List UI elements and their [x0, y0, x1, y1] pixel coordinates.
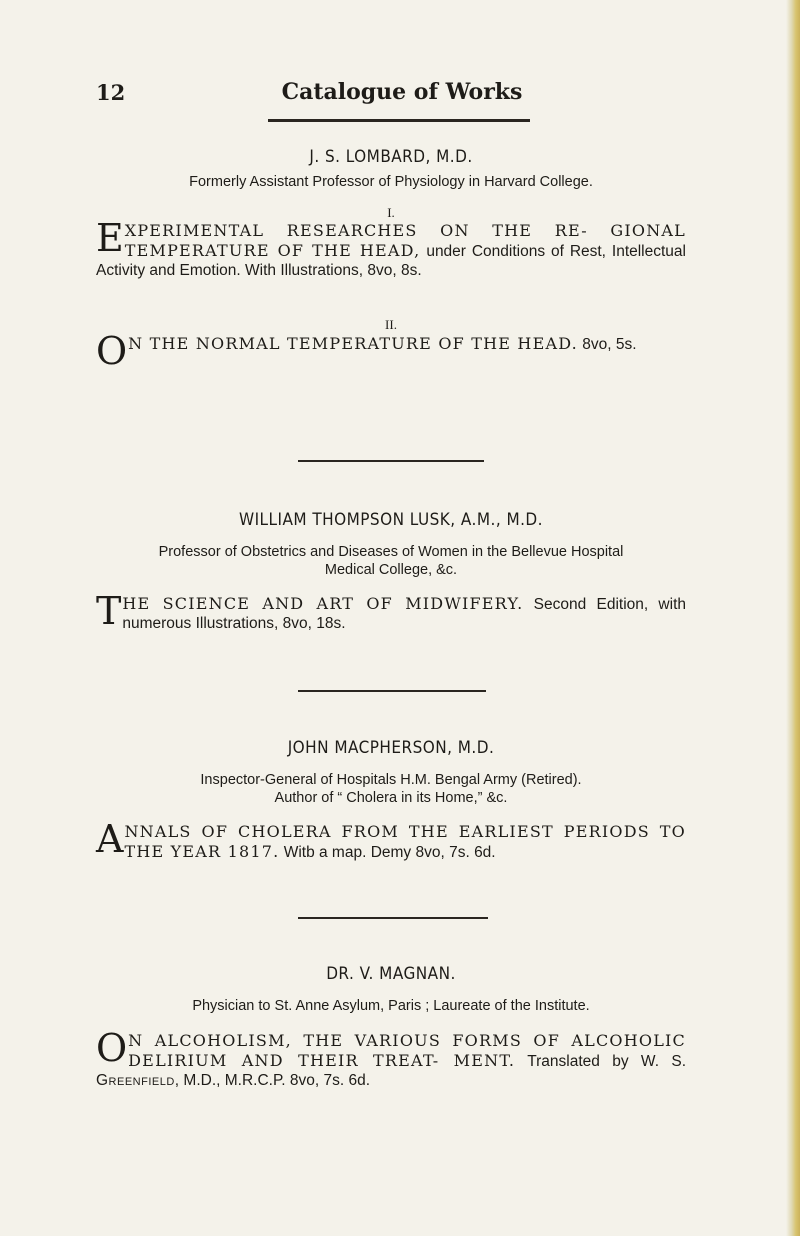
drop-cap: T [96, 589, 122, 633]
entry-details: 8vo, 5s. [577, 336, 637, 353]
catalogue-entry [96, 1026, 686, 1090]
entry-title: N ALCOHOLISM, THE VARIOUS FORMS OF ALCOHOLIC DELIRIUM AND THEIR TREAT- MENT. [128, 1031, 686, 1070]
catalogue-entry [96, 589, 686, 633]
entry-details: under Conditions of Rest, Intellectual Activity and Emotion. With Illustrations, 8vo, 8s. [96, 243, 686, 279]
page-title: Catalogue of Works [281, 79, 523, 105]
entry-details: Witb a map. Demy 8vo, 7s. 6d. [279, 844, 496, 861]
drop-cap: A [96, 817, 124, 861]
author-subtitle: Professor of Obstetrics and Diseases of Women in the Bellevue Hospital [158, 544, 624, 560]
author-subtitle: Author of “ Cholera in its Home,” &c. [274, 790, 508, 806]
author-subtitle: Inspector-General of Hospitals H.M. Bengal Army (Retired). [200, 772, 582, 788]
entry-title: N THE NORMAL TEMPERATURE OF THE HEAD. [128, 334, 578, 353]
page-edge [786, 0, 800, 1236]
drop-cap: E [96, 216, 124, 260]
drop-cap: O [96, 1026, 128, 1070]
entry-title: XPERIMENTAL RESEARCHES ON THE RE- GIONAL TEMPERATURE OF THE HEAD, [124, 221, 686, 260]
entry-title: HE SCIENCE AND ART OF MIDWIFERY. [122, 594, 524, 613]
header-rule [268, 119, 530, 122]
author-name: DR. V. MAGNAN. [326, 964, 456, 984]
catalogue-entry [96, 216, 686, 280]
entry-details: Translated by W. S. [515, 1053, 686, 1070]
author-name: J. S. LOMBARD, M.D. [309, 147, 473, 167]
section-divider [298, 460, 484, 462]
catalogue-entry [96, 817, 686, 862]
section-divider [298, 690, 486, 692]
author-subtitle: Medical College, &c. [324, 562, 458, 578]
entry-details: Second Edition, with numerous Illustrations, 8vo, 18s. [122, 596, 686, 632]
catalogue-entry [96, 329, 686, 373]
entry-title: NNALS OF CHOLERA FROM THE EARLIEST PERIODS TO THE YEAR 1817. [124, 822, 686, 861]
author-name: WILLIAM THOMPSON LUSK, A.M., M.D. [239, 510, 543, 530]
translator-name: Greenfield [96, 1072, 175, 1089]
drop-cap: O [96, 329, 128, 373]
entry-numeral: I. [387, 205, 395, 220]
page-number: 12 [96, 80, 126, 105]
entry-numeral: II. [385, 317, 397, 332]
author-name: JOHN MACPHERSON, M.D. [287, 738, 495, 758]
author-subtitle: Formerly Assistant Professor of Physiology in Harvard College. [189, 174, 593, 190]
author-subtitle: Physician to St. Anne Asylum, Paris ; Laureate of the Institute. [192, 998, 590, 1014]
entry-details: , M.D., M.R.C.P. 8vo, 7s. 6d. [174, 1072, 371, 1089]
section-divider [298, 917, 488, 919]
